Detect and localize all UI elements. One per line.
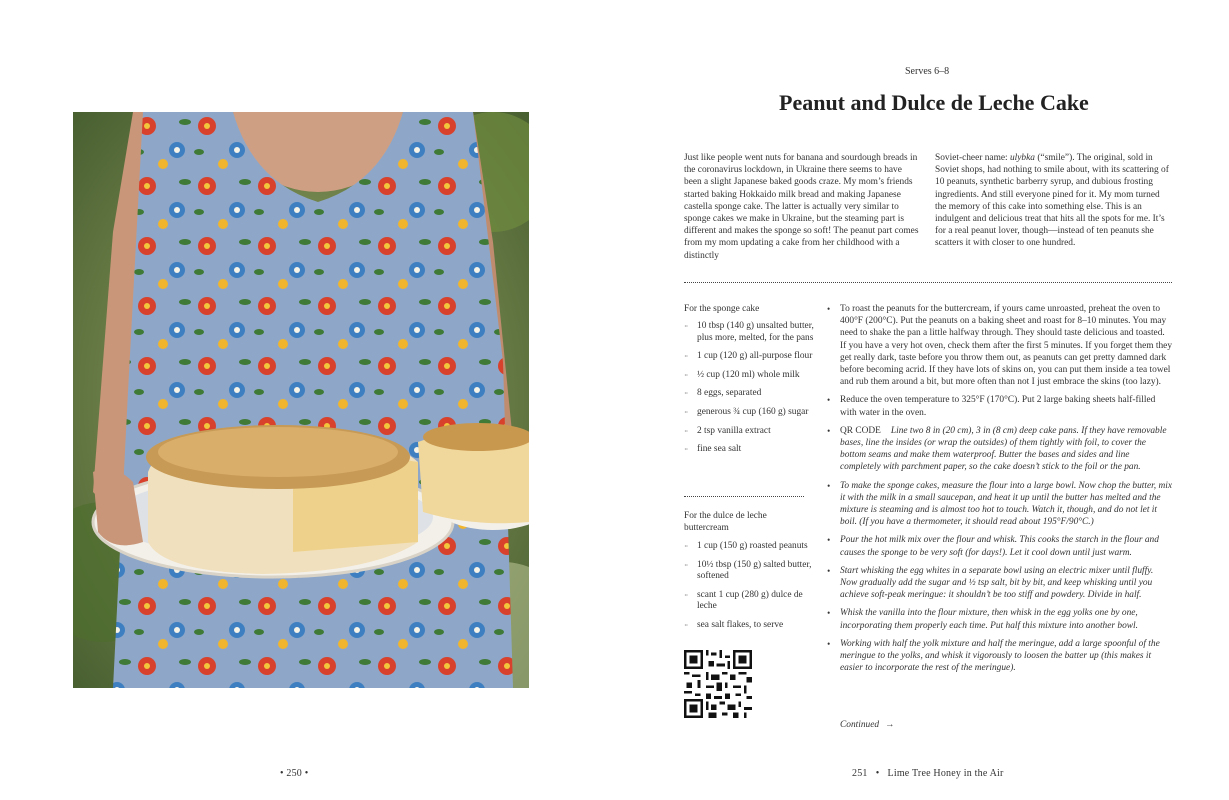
ingredient-item: ·· generous ¾ cup (160 g) sugar (684, 407, 814, 419)
method-step: • Pour the hot milk mix over the flour and whisk. This cooks the starch in the flour and causes the sponge to be very soft (for days!). Let it cool down until just warm. (826, 534, 1172, 558)
method-step (826, 425, 1172, 474)
qr-code-icon[interactable] (684, 650, 752, 718)
intro-paragraph-right (935, 152, 1171, 250)
ingredient-item: ·· 10½ tbsp (150 g) salted butter, softened (684, 560, 814, 583)
footer-separator: • (875, 768, 880, 779)
continued-label: Continued (840, 720, 880, 730)
method-step: • Working with half the yolk mixture and half the meringue, add a large spoonful of the meringue to the yolks, and whisk it vigorously to loosen the batter up (this makes it easier to incorporate the rest of the meringue). (826, 638, 1172, 675)
ingredients-divider (684, 496, 804, 497)
intro-paragraph-left: Just like people went nuts for banana and sourdough breads in the coronavirus lockdown, in Ukraine there seems to have been a slight Japanese baked goods craze. My mom’s friends started baking Hokkaido milk bread and making Japanese castella sponge cake. The latter is actually very similar to sponge cakes we make in Ukraine, but the steaming part is different and makes the sponge so soft! The peanut part comes from my mom updating a cake from her childhood with a distinctly (684, 153, 919, 261)
serves-label: Serves 6–8 (905, 66, 950, 77)
method-step: • To roast the peanuts for the buttercream, if yours came unroasted, preheat the oven to 400°F (200°C). Put the peanuts on a baking sheet and roast for 8–10 minutes. You may need to shake the pan a little halfway through. They should taste delicious and toasted. If you have a very hot oven, check them after the first 5 minutes. If you forget them they get really dark, taste before you throw them out, as peanuts can get pretty damned dark before becoming acrid. If they have lots of skins on, you can put them inside a tea towel and rub them around a bit, but more often than not I just embrace the skins (too lazy). (826, 303, 1172, 388)
qr-code-label: QR CODE (840, 425, 881, 436)
method-step: • Reduce the oven temperature to 325°F (170°C). Put 2 large baking sheets half-filled with water in the oven. (826, 394, 1172, 418)
ingredient-item: ·· 2 tsp vanilla extract (684, 426, 814, 438)
ingredients-heading-sponge: For the sponge cake (684, 304, 760, 314)
intro-italic-word: ulybka (1009, 153, 1035, 163)
page-footer-right (852, 768, 1004, 779)
section-divider (684, 282, 1172, 283)
continued-link[interactable] (840, 720, 894, 730)
ingredients-list-sponge (684, 321, 814, 463)
method-step: • To make the sponge cakes, measure the flour into a large bowl. Now chop the butter, mix it with the milk in a small saucepan, and heat it up until the butter has melted and the mixture is steaming and is almost too hot to touch. Watch it, though, and do not let it boil. (If you have a thermometer, it should read about 195°F/90°C.) (826, 480, 1172, 529)
arrow-right-icon: → (885, 720, 895, 730)
method-step: • Whisk the vanilla into the flour mixture, then whisk in the egg yolks one by one, incorporating them properly each time. Put half this mixture into another bowl. (826, 607, 1172, 631)
page-number-left: • 250 • (280, 768, 309, 779)
ingredient-item: ·· 8 eggs, separated (684, 388, 814, 400)
ingredient-item: ·· fine sea salt (684, 444, 814, 456)
method-steps (826, 303, 1172, 680)
book-title: Lime Tree Honey in the Air (887, 768, 1004, 779)
ingredient-item: ·· ½ cup (120 ml) whole milk (684, 370, 814, 382)
intro-text: (“smile”). The original, sold in Soviet shops, had nothing to smile about, with its scattering of 10 peanuts, synthetic barberry syrup, and dubious frosting ingredients. And still everyone pined for it. My mom turned the memory of this cake into something else. This is an indulgent and delicious treat that hits all the spots for me. It’s for a real peanut lover, though—instead of ten peanuts she scatters it with closer to one hundred. (935, 153, 1169, 249)
ingredients-heading-dulce: For the dulce de leche buttercream (684, 511, 767, 534)
ingredient-item: ·· 10 tbsp (140 g) unsalted butter, plus more, melted, for the pans (684, 321, 814, 344)
page-number-right: 251 (852, 768, 868, 779)
ingredients-list-dulce (684, 541, 814, 639)
method-step: • Start whisking the egg whites in a separate bowl using an electric mixer until fluffy. Now gradually add the sugar and ½ tsp salt, bit by bit, and keep whisking until you achieve soft-peak meringue: it shouldn’t be too stiff and powdery. Divide in half. (826, 565, 1172, 602)
method-step-text: Line two 8 in (20 cm), 3 in (8 cm) deep cake pans. If they have removable bases, line the insides (or wrap the outsides) of them tightly with foil, to cover the bottom seams and make them waterproof. Butter the bases and sides and line completely with parchment paper, so the cake doesn’t stick to the foil or the pan. (840, 425, 1167, 473)
recipe-title: Peanut and Dulce de Leche Cake (779, 90, 1089, 115)
ingredient-item: ·· scant 1 cup (280 g) dulce de leche (684, 590, 814, 613)
recipe-photo (73, 112, 529, 688)
recipe-photo-image (73, 112, 529, 688)
ingredient-item: ·· sea salt flakes, to serve (684, 620, 814, 632)
ingredient-item: ·· 1 cup (120 g) all-purpose flour (684, 351, 814, 363)
ingredient-item: ·· 1 cup (150 g) roasted peanuts (684, 541, 814, 553)
intro-text: Soviet-cheer name: (935, 153, 1010, 163)
